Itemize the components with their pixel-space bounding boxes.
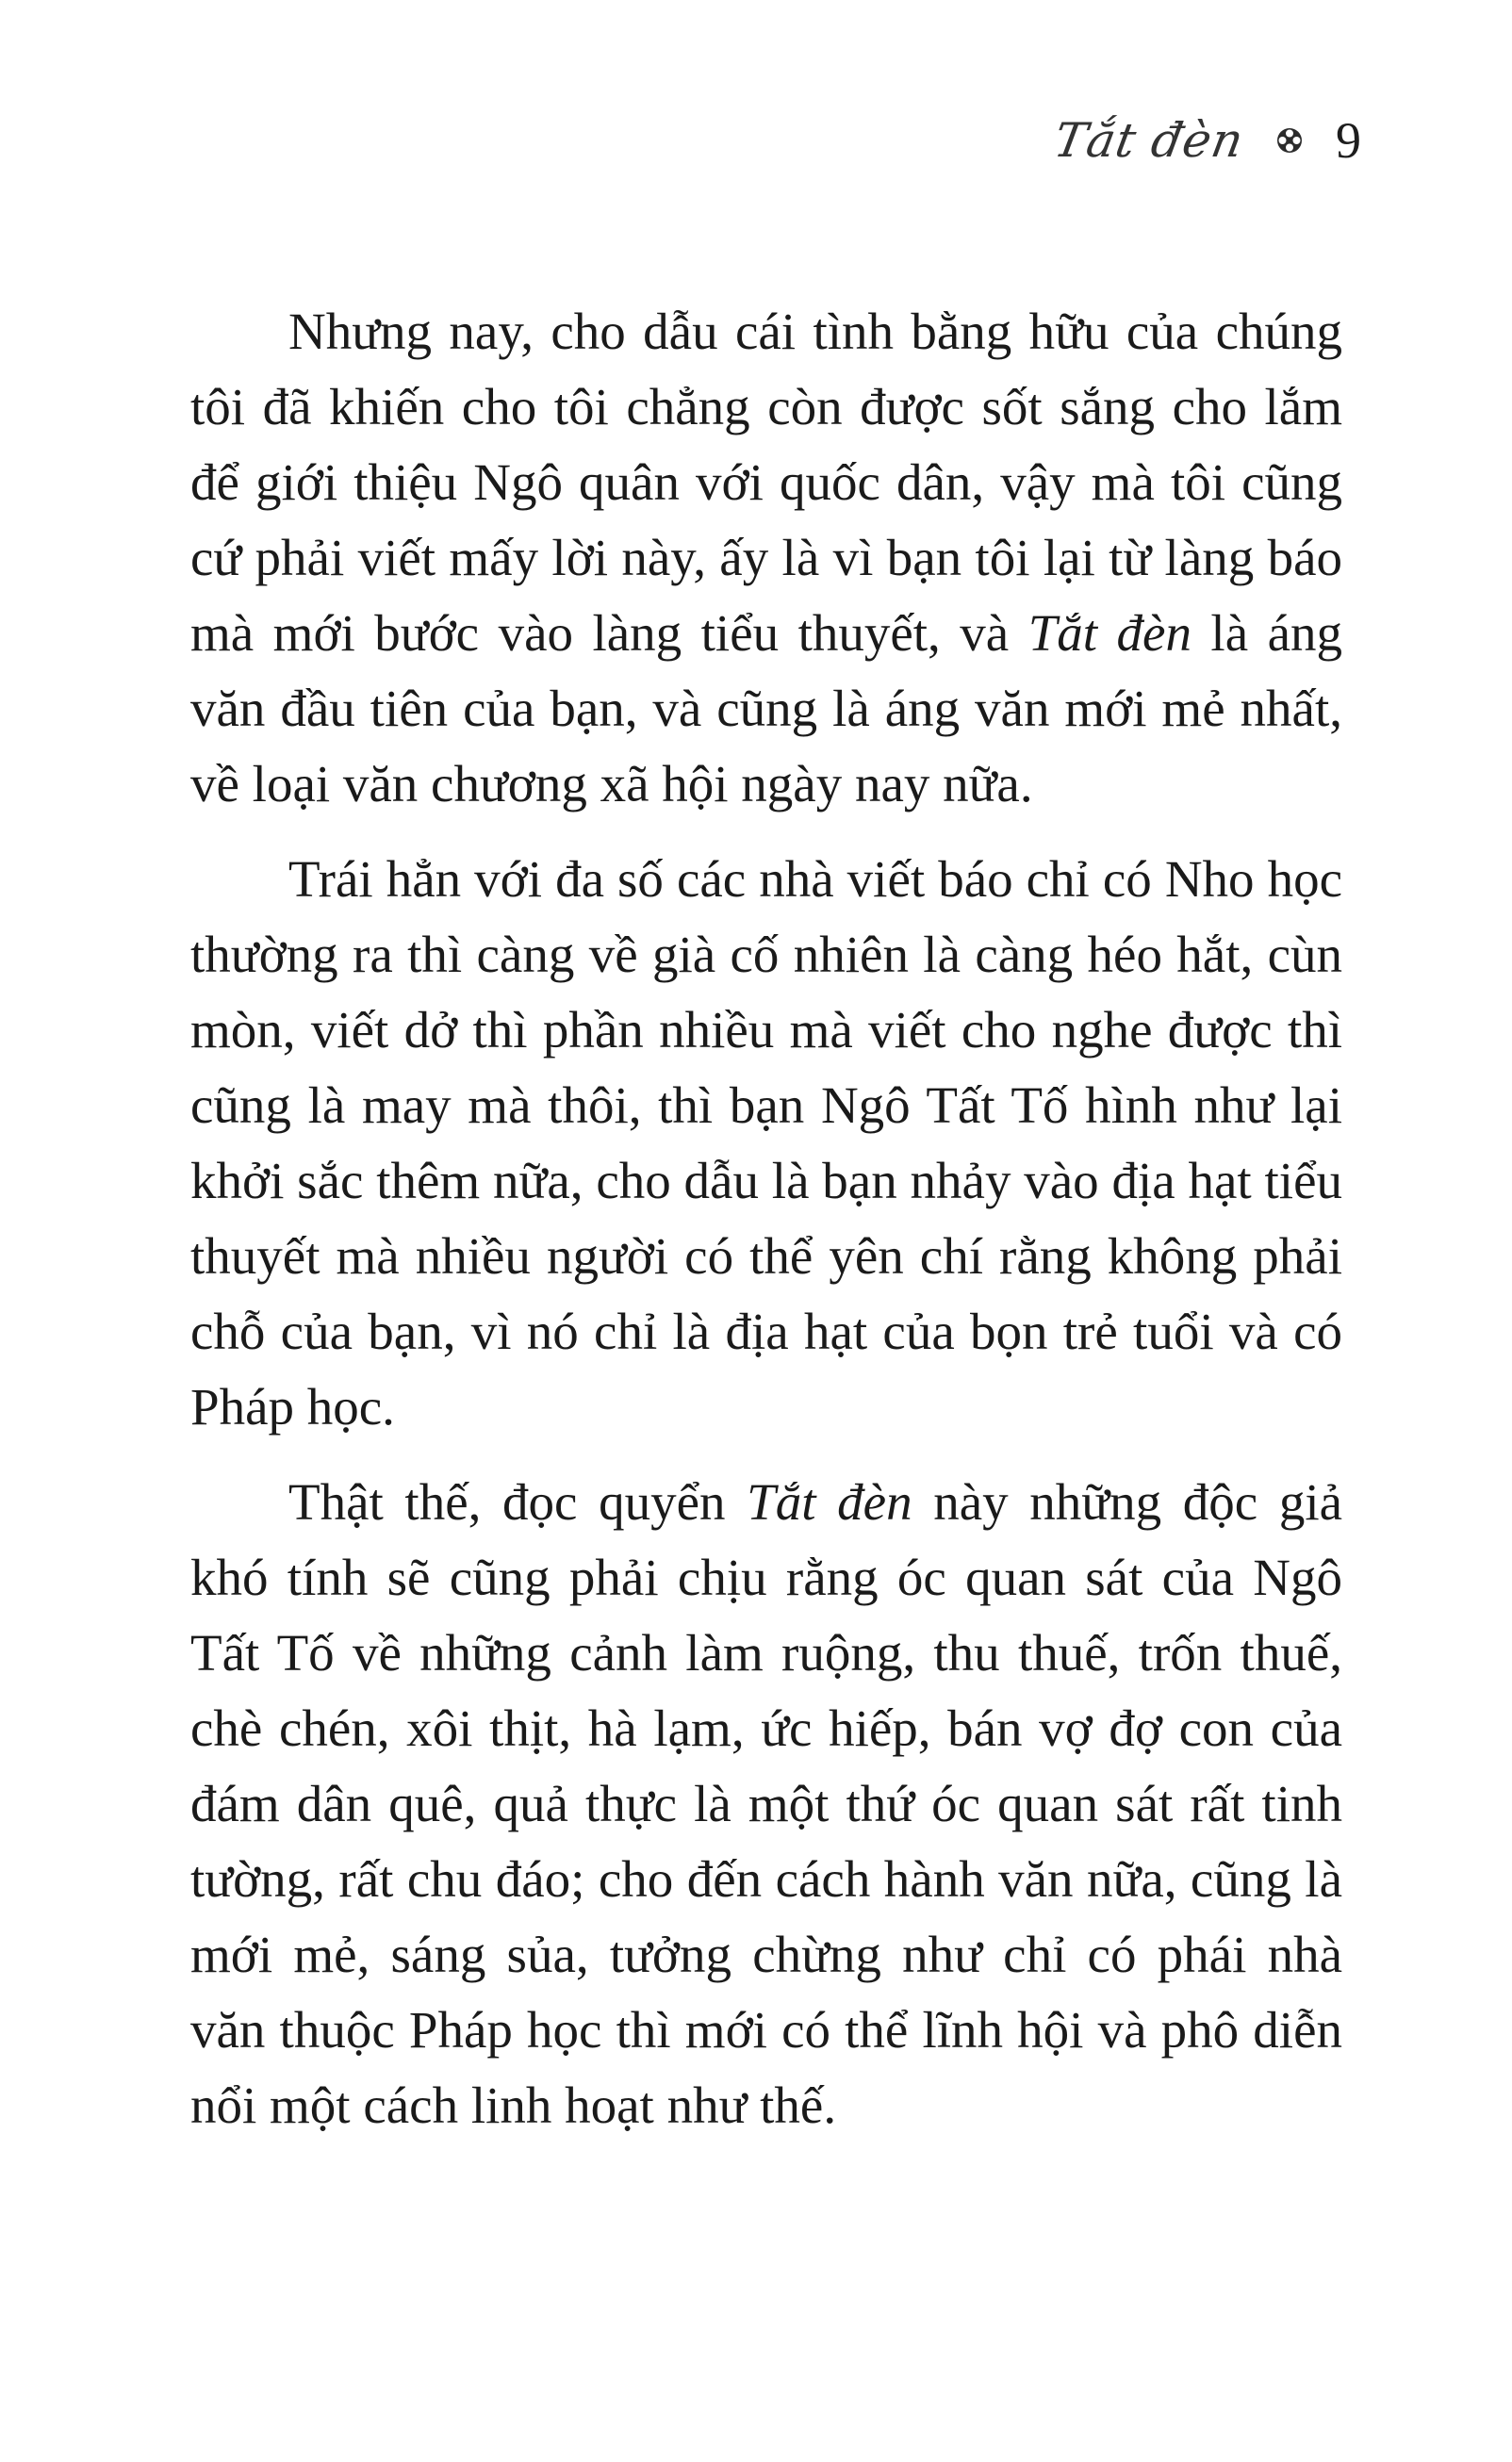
paragraph-text: Trái hẳn với đa số các nhà viết báo chỉ có Nho học thường ra thì càng về già cố nhiên là càng héo hắt, cùn mòn, viết dở thì phần nhiều mà viết cho nghe được thì cũng là may mà thôi, thì bạn Ngô Tất Tố hình như lại khởi sắc thêm nữa, cho dẫu là bạn nhảy vào địa hạt tiểu thuyết mà nhiều người có thể yên chí rằng không phải chỗ của bạn, vì nó chỉ là địa hạt của bọn trẻ tuổi và có Pháp học.	[190, 850, 1342, 1436]
page-number: 9	[1336, 112, 1361, 169]
paragraph-text: Thật thế, đọc quyển	[288, 1473, 748, 1531]
paragraph	[190, 294, 1342, 822]
body-text	[190, 294, 1342, 2143]
paragraph-text: là áng văn đầu tiên của bạn, và cũng là áng văn mới mẻ nhất, về loại văn chương xã hội ngày nay nữa.	[190, 604, 1343, 812]
flower-ornament-icon	[1275, 126, 1304, 155]
running-title: Tắt đèn	[1049, 113, 1249, 168]
paragraph	[190, 1465, 1342, 2143]
book-title-italic: Tắt đèn	[747, 1473, 912, 1531]
book-title-italic: Tắt đèn	[1027, 604, 1192, 662]
running-header	[1049, 111, 1361, 170]
paragraph-text: này những độc giả khó tính sẽ cũng phải chịu rằng óc quan sát của Ngô Tất Tố về những cảnh làm ruộng, thu thuế, trốn thuế, chè chén, xôi thịt, hà lạm, ức hiếp, bán vợ đợ con của đám dân quê, quả thực là một thứ óc quan sát rất tinh tường, rất chu đáo; cho đến cách hành văn nữa, cũng là mới mẻ, sáng sủa, tưởng chừng như chỉ có phái nhà văn thuộc Pháp học thì mới có thể lĩnh hội và phô diễn nổi một cách linh hoạt như thế.	[190, 1473, 1343, 2134]
paragraph-text: Nhưng nay, cho dẫu cái tình bằng hữu của chúng tôi đã khiến cho tôi chẳng còn được sốt sắng cho lắm để giới thiệu Ngô quân với quốc dân, vậy mà tôi cũng cứ phải viết mấy lời này, ấy là vì bạn tôi lại từ làng báo mà mới bước vào làng tiểu thuyết, và	[190, 303, 1342, 662]
paragraph	[190, 842, 1342, 1445]
